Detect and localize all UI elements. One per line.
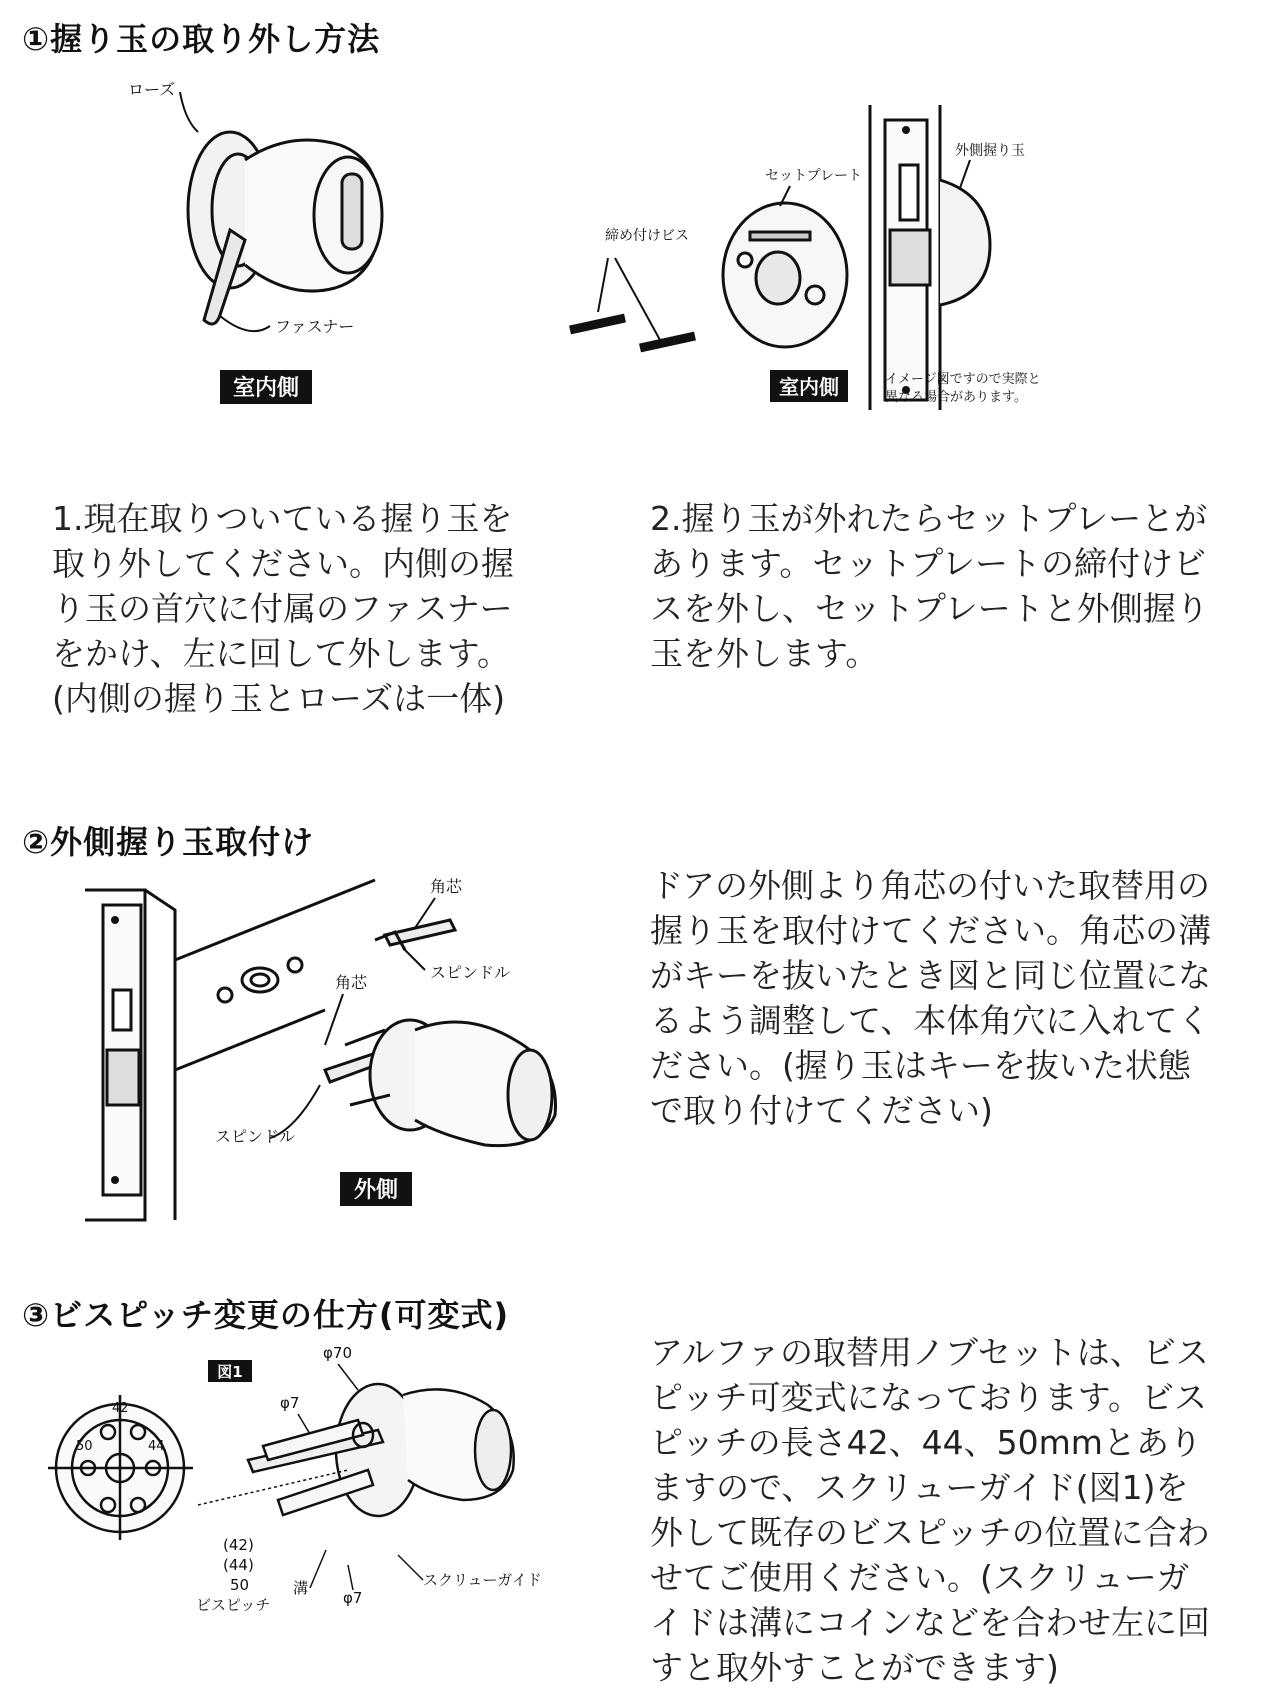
screws-label: 締め付けビス — [605, 228, 689, 244]
image-note-line2: 異なる場合があります。 — [885, 390, 1027, 405]
pitch-50-label: 50 — [76, 1439, 93, 1454]
section3-title: ③ビスピッチ変更の仕方(可変式) — [22, 1296, 510, 1334]
phi7-bottom-label: φ7 — [343, 1589, 363, 1607]
spindle-top-label: スピンドル — [430, 963, 511, 982]
pitch-44-label: 44 — [148, 1439, 165, 1454]
rose-label: ローズ — [128, 80, 176, 99]
set-plate-label: セットプレート — [765, 168, 863, 184]
pitch-42-dim: (42) — [223, 1536, 254, 1554]
screw-pitch-label: ビスピッチ — [196, 1596, 271, 1614]
kakushin-top-label: 角芯 — [430, 877, 463, 896]
figure-indoor-knob — [120, 70, 380, 410]
figure1-badge: 図1 — [217, 1363, 243, 1381]
figure-screw-pitch — [48, 1344, 568, 1680]
image-note-line1: イメージ図ですので実際と — [885, 372, 1041, 387]
section1-step2-text: 2.握り玉が外れたらセットプレーとが あります。セットプレートの締付けビ スを外し、セットプレートと外側握り 玉を外します。 — [650, 499, 1209, 673]
fastener-label: ファスナー — [275, 317, 355, 336]
indoor-badge-2: 室内側 — [779, 375, 839, 399]
pitch-42-label: 42 — [112, 1401, 129, 1416]
spindle-label: スピンドル — [215, 1127, 296, 1146]
groove-label: 溝 — [293, 1579, 309, 1597]
phi70-label: φ70 — [323, 1344, 352, 1362]
outer-knob-label: 外側握り玉 — [955, 143, 1025, 159]
section2-title: ②外側握り玉取付け — [22, 823, 315, 861]
phi7-top-label: φ7 — [280, 1394, 300, 1412]
screw-guide-label: スクリューガイド — [423, 1571, 542, 1589]
section1-title: ①握り玉の取り外し方法 — [22, 20, 381, 58]
figure-outer-knob-install — [85, 860, 585, 1220]
figure-set-plate — [605, 100, 1170, 440]
pitch-44-dim: (44) — [223, 1556, 254, 1574]
section1-step1-text: 1.現在取りついている握り玉を 取り外してください。内側の握 り玉の首穴に付属のファスナー をかけ、左に回して外します。 (内側の握り玉とローズは一体) — [52, 499, 514, 718]
indoor-badge-1: 室内側 — [232, 376, 300, 401]
outdoor-badge: 外側 — [353, 1178, 399, 1203]
kakushin-label: 角芯 — [335, 973, 368, 992]
section3-text: アルファの取替用ノブセットは、ビス ピッチ可変式になっております。ビス ピッチの長さ42、44、50mmとあり ますので、スクリューガイド(図1)を 外して既存のビスピッチの位置に合わ せてご使用ください。(スクリューガ イドは溝にコインなどを合わせ左に回 すと取外すことができます) — [650, 1333, 1211, 1687]
pitch-50-dim: 50 — [230, 1576, 250, 1594]
section2-text: ドアの外側より角芯の付いた取替用の 握り玉を取付けてください。角芯の溝 がキーを抜いたとき図と同じ位置にな るよう調整して、本体角穴に入れてく ださい。(握り玉はキーを抜いた状態 で取り付けてください) — [650, 866, 1211, 1130]
